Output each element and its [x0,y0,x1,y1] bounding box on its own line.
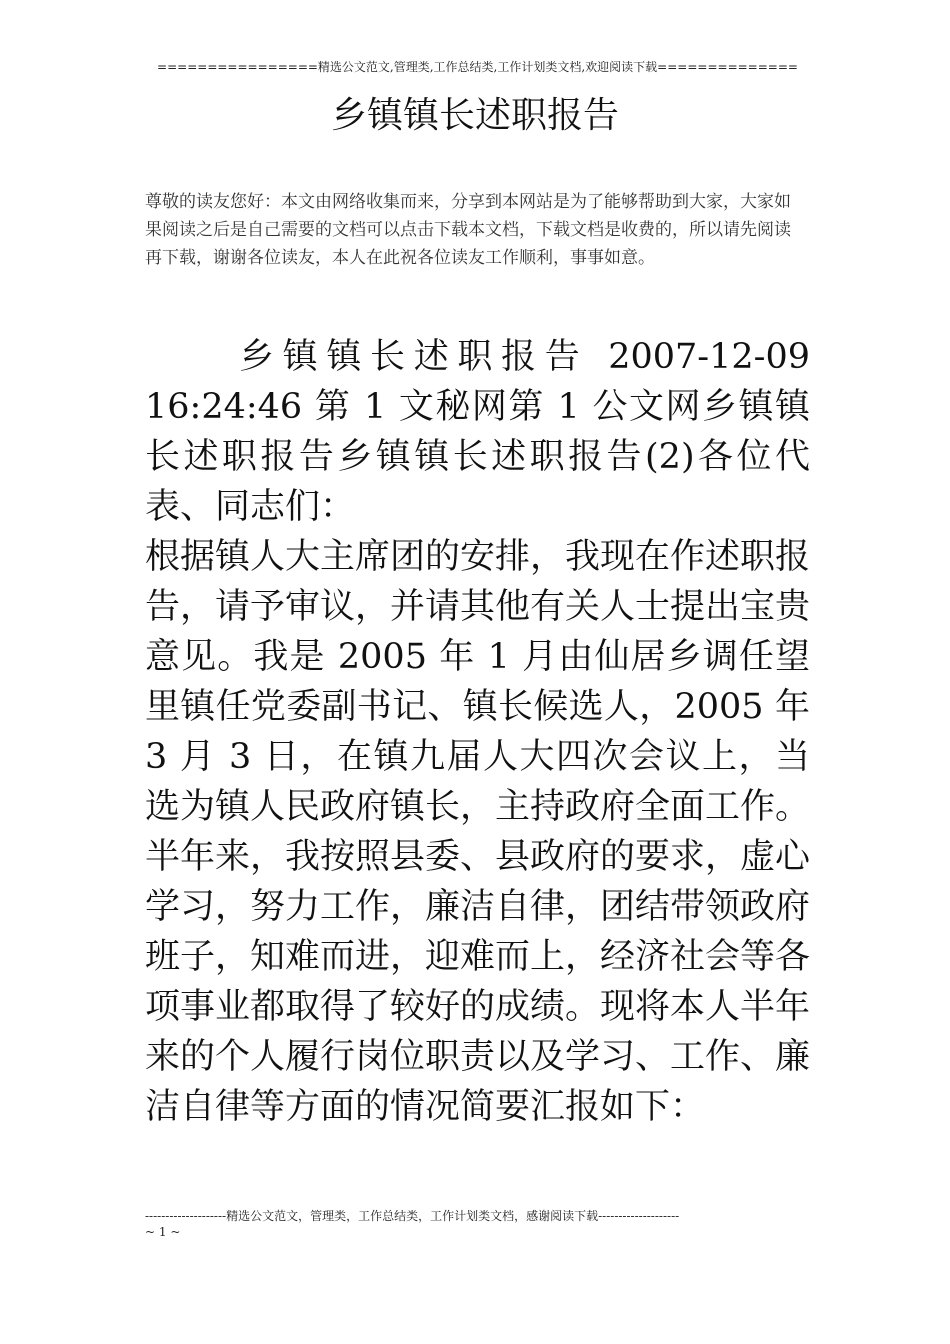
intro-notice: 尊敬的读友您好：本文由网络收集而来，分享到本网站是为了能够帮助到大家，大家如果阅读之后是自己需要的文档可以点击下载本文档，下载文档是收费的，所以请先阅读再下载，谢谢各位读友，本人在此祝各位读友工作顺利，事事如意。 [145,192,791,268]
page-number: ~ 1 ~ [145,1225,181,1239]
body-paragraph-2: 根据镇人大主席团的安排，我现在作述职报告，请予审议，并请其他有关人士提出宝贵意见。我是 2005 年 1 月由仙居乡调任望里镇任党委副书记、镇长候选人，2005 年 3 月 3 日，在镇九届人大四次会议上，当选为镇人民政府镇长，主持政府全面工作。半年来，我按照县委、县政府的要求，虚心学习，努力工作，廉洁自律，团结带领政府班子，知难而进，迎难而上，经济社会等各项事业都取得了较好的成绩。现将本人半年来的个人履行岗位职责以及学习、工作、廉洁自律等方面的情况简要汇报如下： [145,537,811,1127]
body-paragraph-1: 乡镇镇长述职报告 2007-12-09 16:24:46 第 1 文秘网第 1 公文网乡镇镇长述职报告乡镇镇长述职报告(2)各位代表、同志们： [145,337,810,527]
header-banner: ================精选公文范文,管理类,工作总结类,工作计划类文档,欢迎阅读下载============== [157,60,798,74]
document-title: 乡镇镇长述职报告 [330,95,619,136]
footer-banner: --------------------精选公文范文，管理类，工作总结类，工作计划类文档，感谢阅读下载-------------------- [145,1209,680,1223]
document-body [145,332,810,1132]
